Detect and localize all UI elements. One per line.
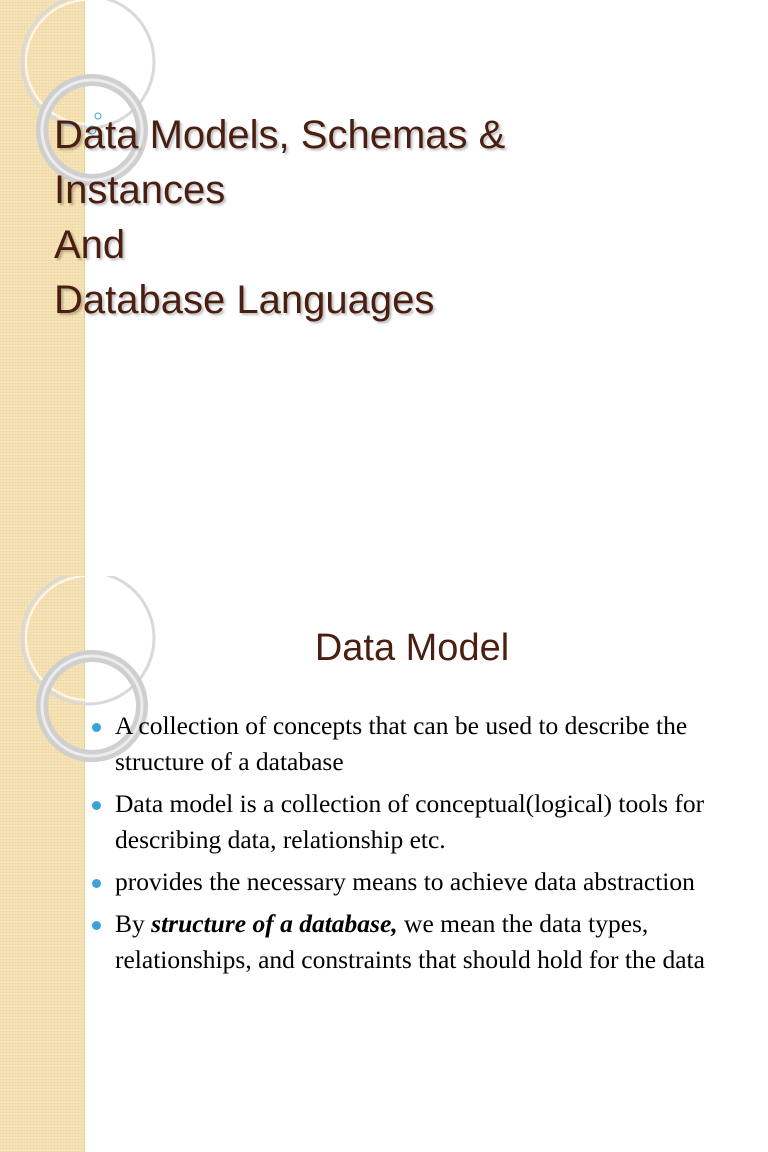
bullet-text: we mean the data types, relationships, and constraints that should hold for the data <box>115 909 705 974</box>
bullet-icon <box>92 879 101 888</box>
bullet-text: Data model is a collection of conceptual(logical) tools for describing data, relationship etc. <box>115 789 705 854</box>
list-item <box>88 864 748 900</box>
bullet-icon <box>92 723 101 732</box>
list-item <box>88 786 748 858</box>
bullet-text: A collection of concepts that can be used to describe the structure of a database <box>115 711 688 776</box>
title-line: And <box>54 223 126 267</box>
title-line: Database Languages <box>54 278 435 322</box>
list-item <box>88 708 748 780</box>
slide-title-text <box>54 108 505 328</box>
bullet-emphasis: structure of a database, <box>151 909 398 938</box>
bullet-prefix: By <box>115 909 152 938</box>
bullet-icon <box>92 921 101 930</box>
bullet-icon <box>92 801 101 810</box>
slide-heading: Data Model <box>314 627 510 669</box>
bullet-text: provides the necessary means to achieve data abstraction <box>115 867 695 896</box>
title-line: Data Models, Schemas & <box>54 113 506 157</box>
bullet-list <box>88 708 748 984</box>
title-line: Instances <box>54 168 226 212</box>
slide-data-model <box>0 576 768 1152</box>
list-item <box>88 906 748 978</box>
